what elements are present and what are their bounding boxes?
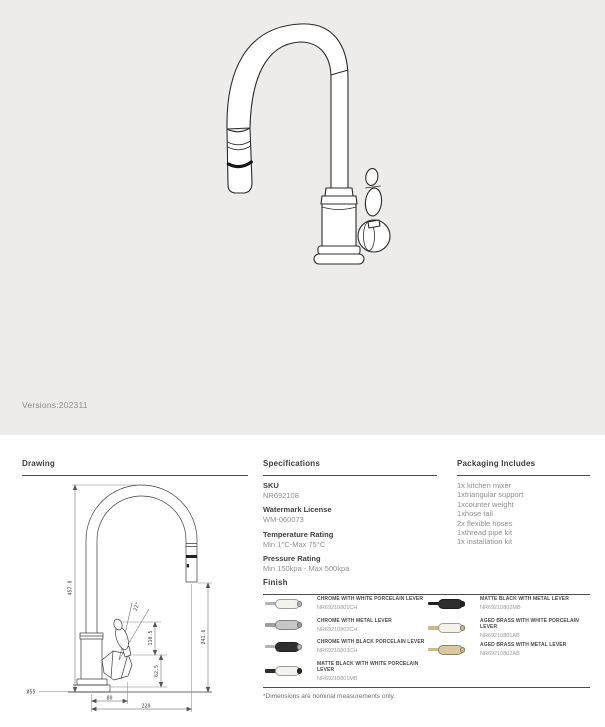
finish-option bbox=[265, 618, 427, 633]
finish-swatch bbox=[428, 598, 470, 610]
dim-overall-height: 457.8 bbox=[67, 580, 74, 596]
dim-body-height: 62.5 bbox=[154, 664, 160, 678]
finish-swatch bbox=[265, 641, 307, 653]
finish-swatch bbox=[428, 622, 470, 634]
dim-outlet-height: 241.6 bbox=[201, 629, 207, 645]
faucet-body bbox=[322, 204, 356, 246]
spec-item bbox=[263, 481, 437, 501]
finish-sku: NR69210802CH bbox=[317, 626, 358, 633]
finish-option bbox=[265, 639, 427, 654]
spec-label: Pressure Rating bbox=[263, 554, 321, 563]
finish-option bbox=[428, 596, 590, 611]
spec-label: Temperature Rating bbox=[263, 529, 334, 539]
spec-item bbox=[263, 530, 437, 550]
finish-name: MATTE BLACK WITH METAL LEVER bbox=[480, 596, 569, 602]
version-label: Versions:202311 bbox=[22, 400, 88, 410]
finish-sku: NR69210802AB bbox=[480, 651, 520, 657]
finish-section bbox=[263, 578, 590, 723]
drawing-section-title: Drawing bbox=[22, 459, 248, 476]
packaging-item: 1xcounter weight bbox=[457, 499, 514, 509]
packaging-item: 1xthread pipe kit bbox=[457, 528, 513, 538]
lever-cap bbox=[297, 622, 302, 628]
finish-option bbox=[265, 661, 427, 682]
faucet-lever-grip bbox=[364, 187, 383, 217]
dim-lever-height: 110.5 bbox=[148, 630, 154, 646]
finish-option bbox=[428, 618, 590, 639]
spec-value: Min 150kpa - Max 500kpa bbox=[263, 564, 350, 573]
packaging-item: 2x flexible hoses bbox=[457, 518, 513, 528]
finish-name: AGED BRASS WITH METAL LEVER bbox=[480, 642, 567, 648]
finish-sku: NR69210801MB bbox=[317, 675, 358, 682]
product-illustration bbox=[200, 16, 400, 268]
finish-option bbox=[265, 596, 427, 611]
packaging-item: 1xhose tail bbox=[457, 509, 493, 519]
spec-label: Watermark License bbox=[263, 505, 332, 514]
spec-value: WM-060073 bbox=[263, 515, 304, 524]
technical-drawing bbox=[22, 476, 248, 718]
packaging-list bbox=[457, 481, 590, 547]
packaging-section-title: Packaging Includes bbox=[457, 459, 590, 476]
finish-divider bbox=[263, 687, 590, 688]
dim-base-diameter: Ø55 bbox=[26, 689, 36, 696]
dim-spout-reach: 220 bbox=[141, 703, 151, 710]
lever-cap bbox=[297, 668, 302, 674]
finish-name: CHROME WITH WHITE PORCELAIN LEVER bbox=[317, 596, 424, 602]
dimensions-footnote: *Dimensions are nominal measurements only. bbox=[263, 693, 396, 700]
specifications-section bbox=[263, 459, 437, 576]
spec-value: Min 1°C-Max 75°C bbox=[263, 539, 326, 549]
finish-name: AGED BRASS WITH WHITE PORCELAIN LEVER bbox=[480, 617, 579, 630]
finish-swatch bbox=[265, 619, 307, 631]
finish-section-title: Finish bbox=[263, 578, 590, 595]
drawing-section bbox=[22, 459, 248, 723]
finish-swatch bbox=[265, 598, 307, 610]
spec-label: SKU bbox=[263, 480, 279, 490]
specifications-section-title: Specifications bbox=[263, 459, 437, 476]
faucet-base bbox=[318, 246, 360, 254]
finish-swatch bbox=[428, 644, 470, 656]
packaging-item: 1xtriangular support bbox=[457, 490, 524, 500]
finish-sku: NR69210803CH bbox=[317, 648, 358, 654]
dim-handle-offset: 80 bbox=[106, 695, 113, 702]
lever-cap bbox=[460, 647, 465, 653]
faucet-collar bbox=[325, 188, 353, 196]
finish-sku: NR69210801AB bbox=[480, 632, 520, 639]
faucet-sprayer bbox=[227, 128, 252, 193]
finish-name: CHROME WITH BLACK PORCELAIN LEVER bbox=[317, 639, 425, 645]
finish-name: CHROME WITH METAL LEVER bbox=[317, 617, 392, 624]
finish-sku: NR69210802MB bbox=[480, 605, 521, 611]
dim-lever-angle: 22° bbox=[132, 601, 142, 612]
lever-cap bbox=[297, 601, 302, 607]
finish-option bbox=[428, 642, 590, 657]
lever-cap bbox=[460, 601, 465, 607]
finish-sku: NR69210801CH bbox=[317, 605, 358, 611]
packaging-section bbox=[457, 459, 590, 547]
spec-sheet-body bbox=[0, 435, 605, 727]
packaging-item: 1x installation kit bbox=[457, 537, 513, 547]
finish-swatch bbox=[265, 665, 307, 677]
faucet-lever-knob bbox=[365, 168, 379, 187]
spec-value: NR692108 bbox=[263, 490, 299, 500]
spec-item bbox=[263, 554, 437, 574]
spec-item bbox=[263, 505, 437, 525]
lever-cap bbox=[460, 625, 465, 631]
packaging-item: 1x kitchen mixer bbox=[457, 481, 512, 490]
lever-cap bbox=[297, 644, 302, 650]
finish-name: MATTE BLACK WITH WHITE PORCELAIN LEVER bbox=[317, 660, 419, 673]
